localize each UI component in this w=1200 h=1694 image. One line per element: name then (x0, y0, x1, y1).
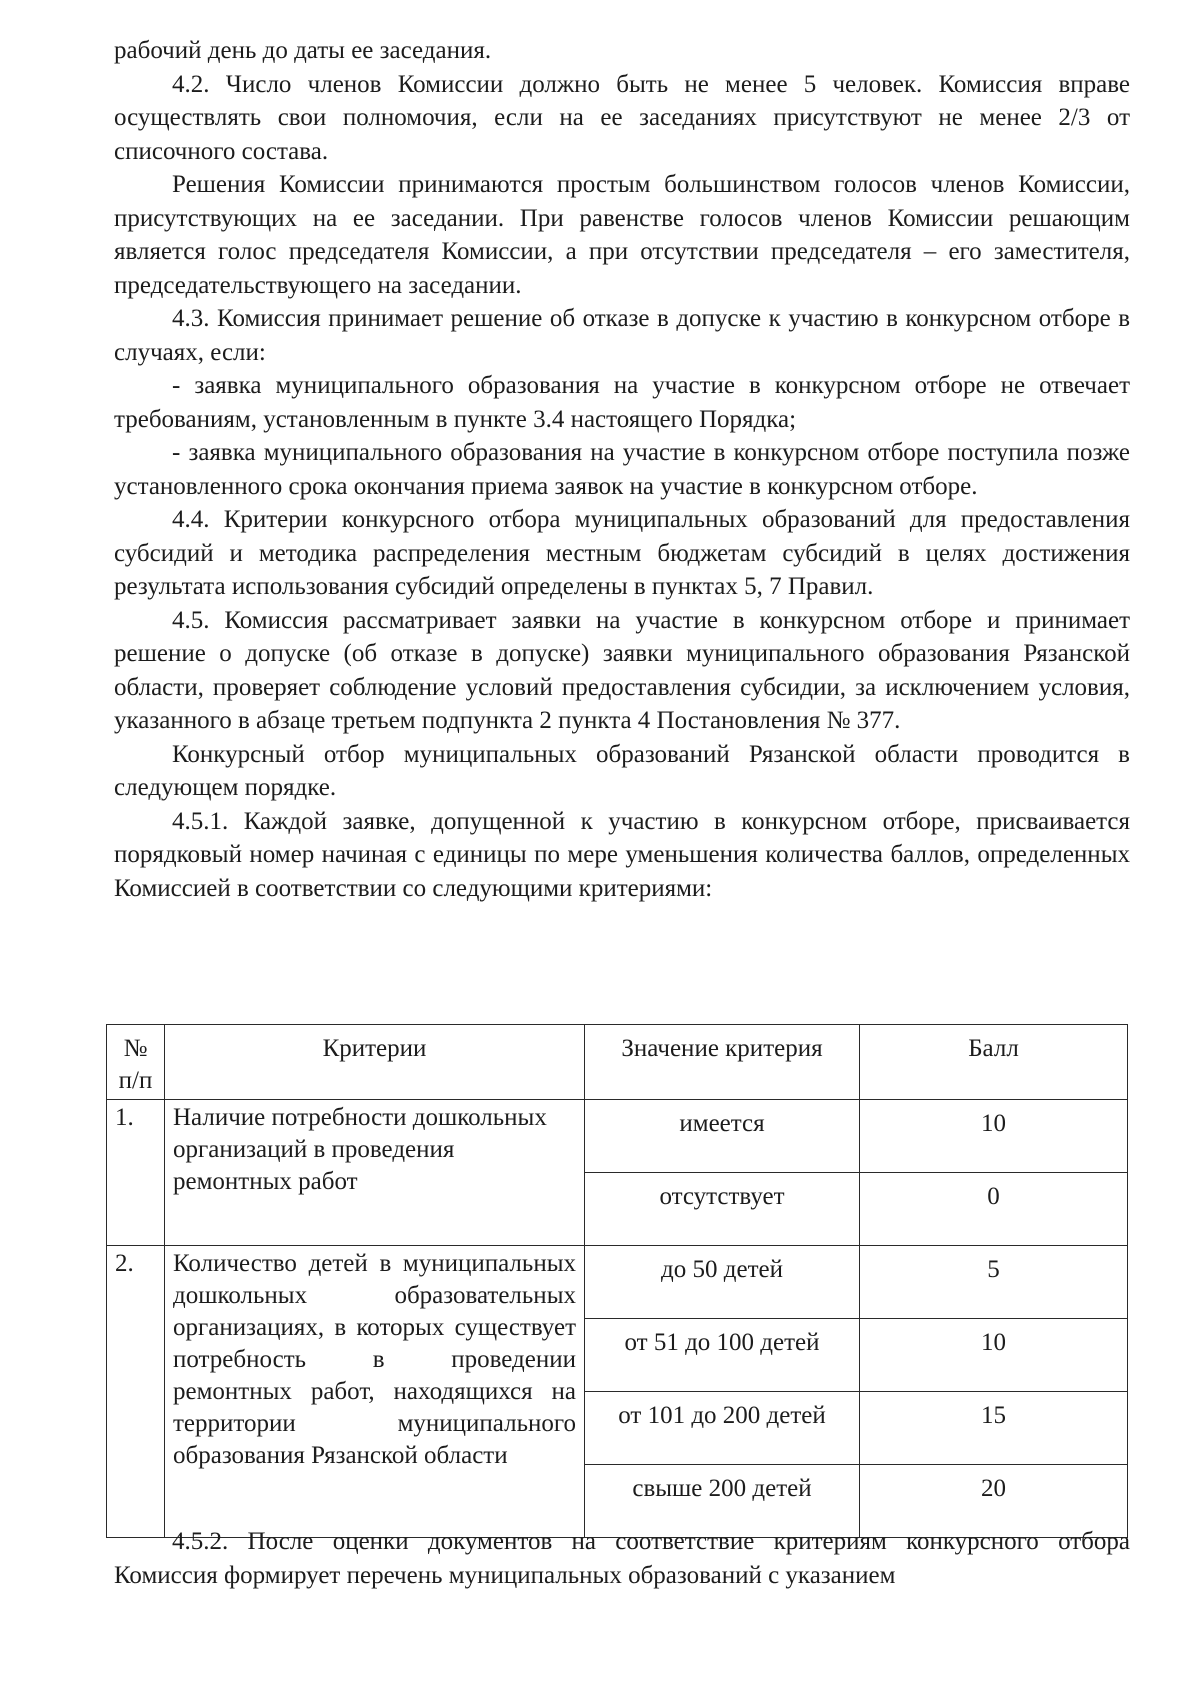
table-row (107, 1100, 1128, 1173)
criteria-score: 20 (860, 1465, 1128, 1538)
row-criteria: Количество детей в муниципальных дошкольных образовательных организациях, в которых существует потребность в проведении ремонтных работ, находящихся на территории муниципального образования Рязанской области (165, 1246, 585, 1538)
criteria-score: 5 (860, 1246, 1128, 1319)
list-item-late-submission: - заявка муниципального образования на участие в конкурсном отборе поступила позже установленного срока окончания приема заявок на участие в конкурсном отборе. (114, 439, 1130, 500)
paragraph-4-5: 4.5. Комиссия рассматривает заявки на участие в конкурсном отборе и принимает решение о допуске (об отказе в допуске) заявки муниципального образования Рязанской области, проверяет соблюдение условий предоставления субсидии, за исключением условия, указанного в абзаце третьем подпункта 2 пункта 4 Постановления № 377. (114, 606, 1130, 734)
criteria-score: 15 (860, 1392, 1128, 1465)
header-value: Значение критерия (585, 1025, 860, 1100)
document-body-continued (114, 1525, 1130, 1592)
paragraph-4-5-2: 4.5.2. После оценки документов на соответствие критериям конкурсного отбора Комиссия формирует перечень муниципальных образований с указанием (114, 1528, 1130, 1589)
criteria-value: отсутствует (585, 1173, 860, 1246)
list-item-requirements: - заявка муниципального образования на участие в конкурсном отборе не отвечает требованиям, установленным в пункте 3.4 настоящего Порядка; (114, 372, 1130, 433)
header-criteria: Критерии (165, 1025, 585, 1100)
header-number: № п/п (107, 1025, 165, 1100)
document-body (114, 34, 1130, 905)
row-number: 2. (107, 1246, 165, 1538)
paragraph-4-4: 4.4. Критерии конкурсного отбора муниципальных образований для предоставления субсидий и методика распределения местным бюджетам субсидий в целях достижения результата использования субсидий определены в пунктах 5, 7 Правил. (114, 506, 1130, 600)
paragraph-selection-order: Конкурсный отбор муниципальных образований Рязанской области проводится в следующем порядке. (114, 740, 1130, 801)
header-score: Балл (860, 1025, 1128, 1100)
row-criteria: Наличие потребности дошкольных организаций в проведения ремонтных работ (165, 1100, 585, 1246)
paragraph-4-5-1: 4.5.1. Каждой заявке, допущенной к участию в конкурсном отборе, присваивается порядковый номер начиная с единицы по мере уменьшения количества баллов, определенных Комиссией в соответствии со следующими критериями: (114, 807, 1130, 902)
table-header-row (107, 1025, 1128, 1100)
criteria-table (106, 1024, 1128, 1538)
paragraph-intro-line: рабочий день до даты ее заседания. (114, 37, 492, 64)
paragraph-decisions: Решения Комиссии принимаются простым большинством голосов членов Комиссии, присутствующих на ее заседании. При равенстве голосов членов Комиссии решающим является голос председателя Комиссии, а при отсутствии председателя – его заместителя, председательствующего на заседании. (114, 171, 1130, 299)
criteria-value: до 50 детей (585, 1246, 860, 1319)
criteria-score: 0 (860, 1173, 1128, 1246)
paragraph-4-2: 4.2. Число членов Комиссии должно быть не менее 5 человек. Комиссия вправе осуществлять свои полномочия, если на ее заседаниях присутствуют не менее 2/3 от списочного состава. (114, 70, 1130, 165)
criteria-value: от 101 до 200 детей (585, 1392, 860, 1465)
criteria-score: 10 (860, 1319, 1128, 1392)
criteria-value: от 51 до 100 детей (585, 1319, 860, 1392)
criteria-value: свыше 200 детей (585, 1465, 860, 1538)
row-number: 1. (107, 1100, 165, 1246)
criteria-score: 10 (860, 1100, 1128, 1173)
criteria-value: имеется (585, 1100, 860, 1173)
paragraph-4-3: 4.3. Комиссия принимает решение об отказе в допуске к участию в конкурсном отборе в случаях, если: (114, 305, 1130, 366)
table-row (107, 1246, 1128, 1319)
